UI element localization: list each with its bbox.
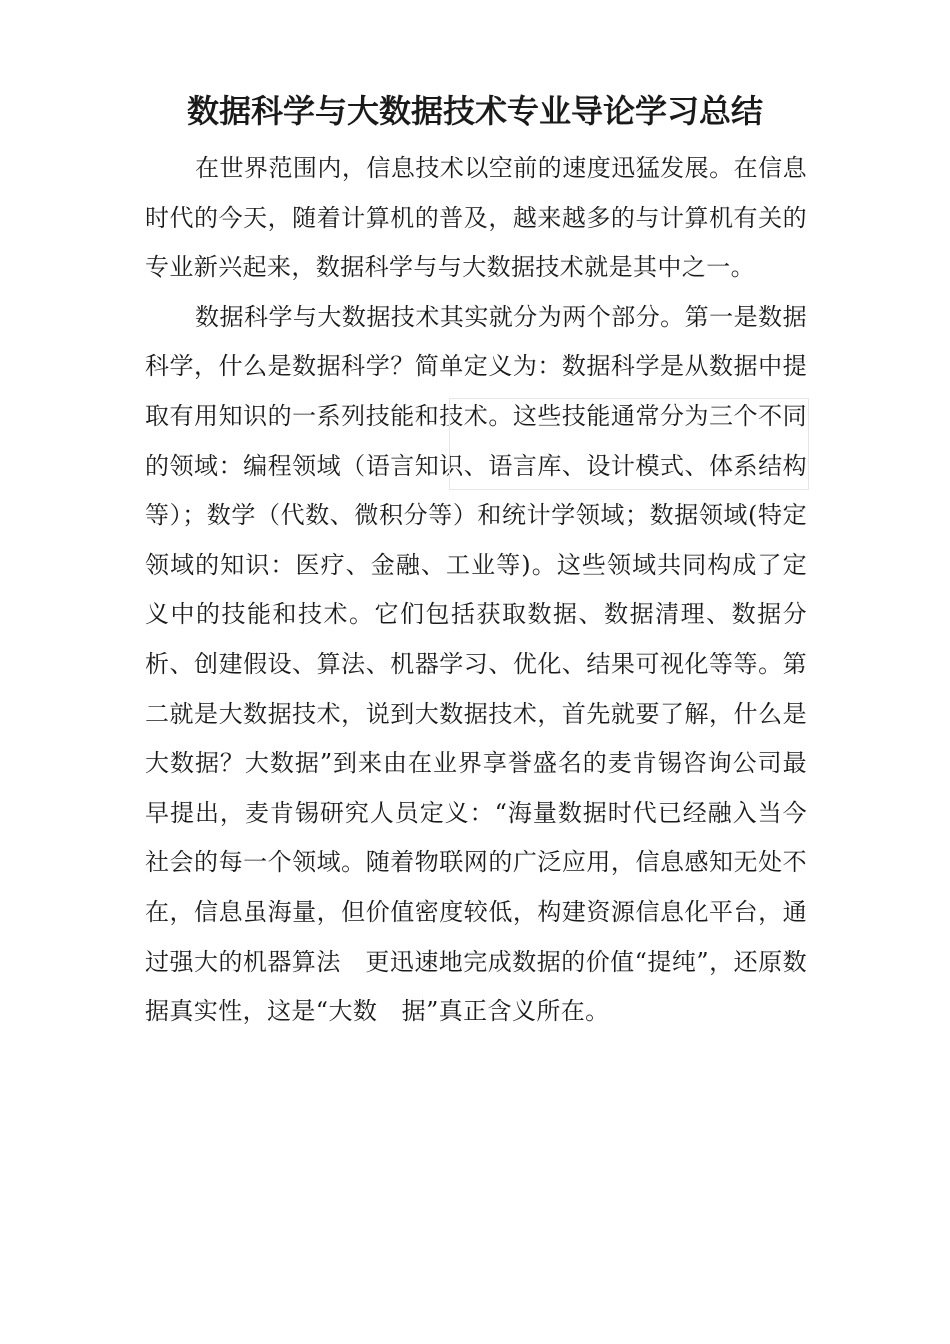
paragraph-main: 数据科学与大数据技术其实就分为两个部分。第一是数据科学，什么是数据科学？简单定义为：数据科学是从数据中提取有用知识的一系列技能和技术。这些技能通常分为三个不同的领域：编程领域（语言知识、语言库、设计模式、体系结构等）；数学（代数、微积分等）和统计学领域；数据领域(特定领域的知识：医疗、金融、工业等)。这些领域共同构成了定义中的技能和技术。它们包括获取数据、数据清理、数据分析、创建假设、算法、机器学习、优化、结果可视化等等。第二就是大数据技术，说到大数据技术，首先就要了解，什么是大数据？大数据”到来由在业界享誉盛名的麦肯锡咨询公司最早提出，麦肯锡研究人员定义：“海量数据时代已经融入当今社会的每一个领域。随着物联网的广泛应用，信息感知无处不在，信息虽海量，但价值密度较低，构建资源信息化平台，通过强大的机器算法 更迅速地完成数据的价值“提纯”，还原数据真实性，这是“大数 据”真正含义所在。 [145,302,807,1026]
document-title: 数据科学与大数据技术专业导论学习总结 [186,92,763,130]
document-body [145,144,807,1037]
paragraph-intro: 在世界范围内，信息技术以空前的速度迅猛发展。在信息时代的今天，随着计算机的普及，越来越多的与计算机有关的专业新兴起来，数据科学与与大数据技术就是其中之一。 [145,154,807,282]
